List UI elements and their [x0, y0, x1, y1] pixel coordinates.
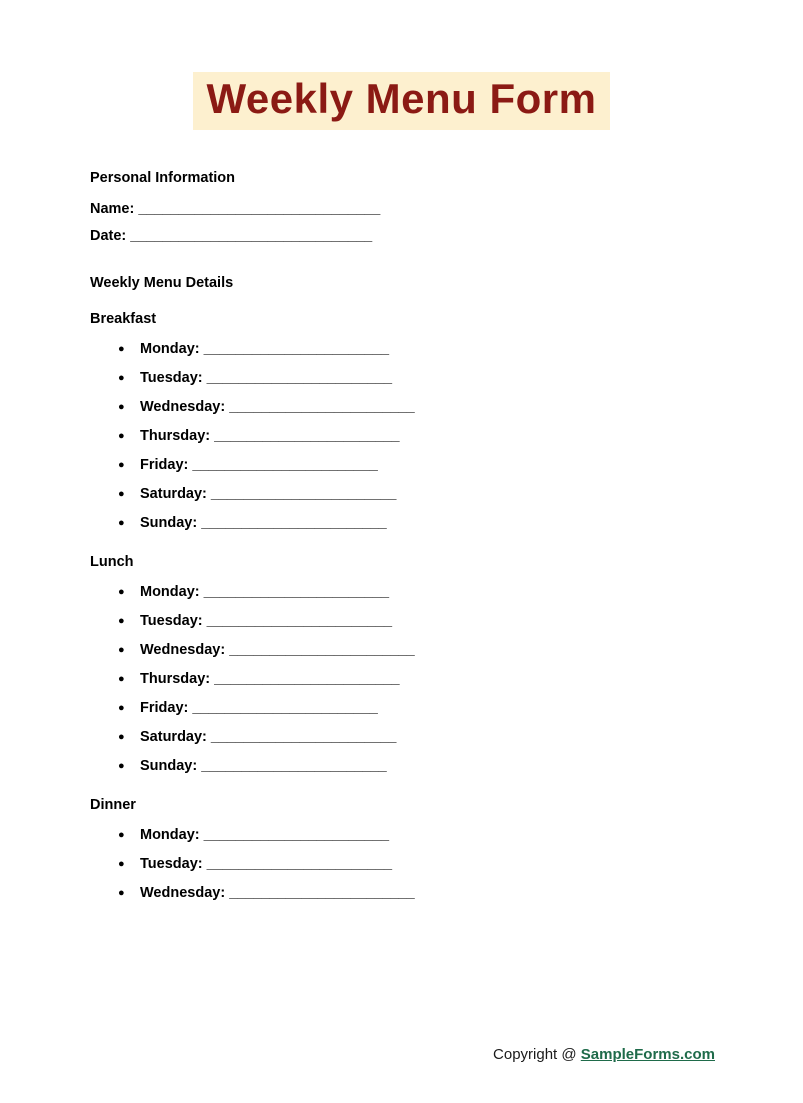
- page-title: Weekly Menu Form: [193, 72, 611, 130]
- list-item: [118, 480, 713, 509]
- meal-heading-dinner: Dinner: [90, 796, 136, 813]
- field-date-blank[interactable]: ______________________________: [130, 228, 373, 245]
- day-blank[interactable]: _______________________: [203, 583, 390, 600]
- day-blank[interactable]: _______________________: [201, 514, 387, 531]
- list-item: [118, 879, 713, 908]
- list-item: [118, 665, 713, 694]
- day-blank[interactable]: _______________________: [192, 699, 378, 716]
- field-date-label: Date:: [90, 228, 127, 245]
- day-label: Tuesday:: [140, 612, 203, 629]
- day-label: Monday:: [140, 826, 200, 843]
- meal-heading-breakfast: Breakfast: [90, 310, 157, 327]
- meal-heading-lunch: Lunch: [90, 553, 134, 570]
- day-label: Friday:: [140, 699, 189, 716]
- list-item: [118, 335, 713, 364]
- day-label: Tuesday:: [140, 855, 203, 872]
- day-label: Monday:: [140, 583, 200, 600]
- day-blank[interactable]: _______________________: [229, 641, 415, 658]
- day-label: Saturday:: [140, 728, 207, 745]
- day-label: Wednesday:: [140, 884, 226, 901]
- day-blank[interactable]: _______________________: [229, 884, 415, 901]
- day-blank[interactable]: _______________________: [201, 757, 387, 774]
- day-label: Saturday:: [140, 485, 207, 502]
- day-blank[interactable]: _______________________: [206, 612, 393, 629]
- day-label: Friday:: [140, 456, 189, 473]
- list-item: [118, 723, 713, 752]
- day-label: Wednesday:: [140, 398, 226, 415]
- day-label: Sunday:: [140, 514, 198, 531]
- meal-list-lunch: [90, 578, 713, 781]
- day-blank[interactable]: _______________________: [192, 456, 378, 473]
- list-item: [118, 364, 713, 393]
- day-blank[interactable]: _______________________: [206, 855, 393, 872]
- day-label: Thursday:: [140, 427, 211, 444]
- list-item: [118, 578, 713, 607]
- day-blank[interactable]: _______________________: [206, 369, 393, 386]
- day-blank[interactable]: _______________________: [214, 670, 400, 687]
- day-label: Monday:: [140, 340, 200, 357]
- field-name-blank[interactable]: ______________________________: [138, 200, 381, 217]
- day-label: Sunday:: [140, 757, 198, 774]
- brand-link[interactable]: SampleForms.com: [580, 1046, 715, 1063]
- list-item: [118, 752, 713, 781]
- copyright-text: Copyright @: [493, 1046, 577, 1063]
- list-item: [118, 607, 713, 636]
- day-blank[interactable]: _______________________: [210, 728, 397, 745]
- section-personal-information: [90, 168, 713, 251]
- list-item: [118, 850, 713, 879]
- day-blank[interactable]: _______________________: [203, 826, 390, 843]
- document-page: [0, 72, 803, 1103]
- list-item: [118, 451, 713, 480]
- document-body: [90, 168, 713, 908]
- section-gap: [90, 251, 713, 273]
- page-footer: [0, 1046, 803, 1063]
- weekly-menu-details-heading: Weekly Menu Details: [90, 275, 234, 292]
- day-label: Tuesday:: [140, 369, 203, 386]
- meal-list-dinner: [90, 821, 713, 908]
- list-item: [118, 422, 713, 451]
- title-container: [0, 72, 803, 130]
- list-item: [118, 509, 713, 538]
- day-blank[interactable]: _______________________: [210, 485, 397, 502]
- meal-list-breakfast: [90, 335, 713, 538]
- day-blank[interactable]: _______________________: [229, 398, 415, 415]
- day-label: Wednesday:: [140, 641, 226, 658]
- field-name: [90, 196, 713, 224]
- day-blank[interactable]: _______________________: [203, 340, 390, 357]
- list-item: [118, 694, 713, 723]
- field-name-label: Name:: [90, 200, 135, 217]
- day-label: Thursday:: [140, 670, 211, 687]
- list-item: [118, 821, 713, 850]
- list-item: [118, 393, 713, 422]
- personal-information-heading: Personal Information: [90, 170, 236, 187]
- field-date: [90, 223, 713, 251]
- list-item: [118, 636, 713, 665]
- day-blank[interactable]: _______________________: [214, 427, 400, 444]
- section-weekly-menu-details: [90, 273, 713, 908]
